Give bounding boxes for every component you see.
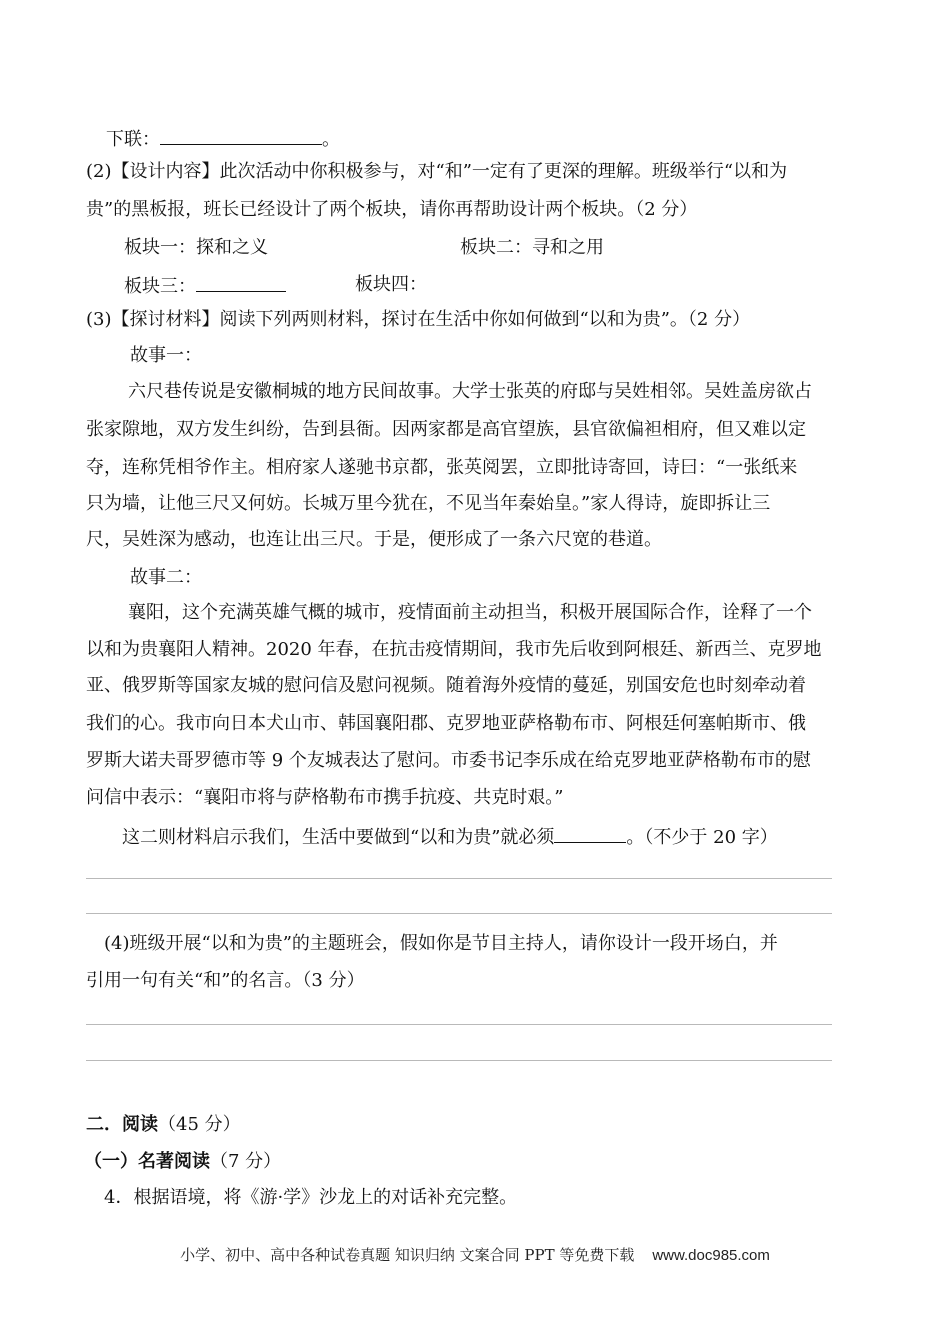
subsection-score: （7 分） [210, 1151, 282, 1172]
section-2-score: （45 分） [158, 1114, 241, 1135]
story-2-line: 我们的心。我市向日本犬山市、韩国襄阳郡、克罗地亚萨格勒布市、阿根廷何塞帕斯市、俄 [86, 713, 806, 734]
q3-intro: (3)【探讨材料】阅读下列两则材料，探讨在生活中你如何做到“以和为贵”。（2 分） [86, 309, 751, 330]
q3-conclusion-text: 这二则材料启示我们，生活中要做到“以和为贵”就必须 [122, 827, 555, 848]
block-2: 板块二：寻和之用 [460, 237, 604, 258]
story-1-line: 尺，吴姓深为感动，也连让出三尺。于是，便形成了一条六尺宽的巷道。 [86, 529, 662, 550]
story-1-line: 只为墙，让他三尺又何妨。长城万里今犹在，不见当年秦始皇。”家人得诗，旋即拆让三 [86, 493, 771, 514]
story-2-line: 以和为贵襄阳人精神。2020 年春，在抗击疫情期间，我市先后收到阿根廷、新西兰、克罗地 [86, 639, 822, 660]
block-4: 板块四： [355, 274, 427, 295]
story-1-line: 张家隙地，双方发生纠纷，告到县衙。因两家都是高官望族，县官欲偏袒相府，但又难以定 [86, 419, 806, 440]
subsection-heading [84, 1150, 874, 1176]
story-2-line: 亚、俄罗斯等国家友城的慰问信及慰问视频。随着海外疫情的蔓延，别国安危也时刻牵动着 [86, 675, 806, 696]
q3-conclusion [122, 824, 912, 850]
item-4: 4．根据语境，将《游·学》沙龙上的对话补充完整。 [104, 1187, 518, 1208]
xialian-label: 下联： [106, 129, 160, 150]
xialian-end: 。 [322, 129, 340, 150]
story-2-title: 故事二： [130, 567, 202, 588]
q2-line-1: (2)【设计内容】此次活动中你积极参与，对“和”一定有了更深的理解。班级举行“以和为 [86, 161, 788, 182]
subsection-title: （一）名著阅读 [84, 1151, 210, 1172]
answer-line[interactable] [86, 878, 832, 879]
block-1: 板块一：探和之义 [124, 237, 268, 258]
block-3-label: 板块三： [124, 276, 196, 297]
answer-line[interactable] [86, 1024, 832, 1025]
section-2-title: 二．阅读 [86, 1114, 158, 1135]
q3-conclusion-end: 。（不少于 20 字） [626, 827, 778, 848]
story-1-title: 故事一： [130, 345, 202, 366]
story-2-line: 罗斯大诺夫哥罗德市等 9 个友城表达了慰问。市委书记李乐成在给克罗地亚萨格勒布市的慰 [86, 750, 811, 771]
story-1-line: 六尺巷传说是安徽桐城的地方民间故事。大学士张英的府邸与吴姓相邻。吴姓盖房欲占 [128, 381, 812, 402]
block-3-line [124, 273, 304, 299]
q4-line-2: 引用一句有关“和”的名言。（3 分） [86, 970, 365, 991]
footer-text: 小学、初中、高中各种试卷真题 知识归纳 文案合同 PPT 等免费下载 [180, 1246, 635, 1264]
q4-line-1: (4)班级开展“以和为贵”的主题班会，假如你是节目主持人，请你设计一段开场白，并 [104, 933, 778, 954]
xialian-answer-blank[interactable] [160, 126, 322, 145]
story-2-line: 问信中表示：“襄阳市将与萨格勒布市携手抗疫、共克时艰。” [86, 787, 564, 808]
block-3-blank[interactable] [196, 273, 286, 292]
answer-line[interactable] [86, 913, 832, 914]
section-2-heading [86, 1113, 876, 1139]
q2-line-2: 贵”的黑板报，班长已经设计了两个板块，请你再帮助设计两个板块。（2 分） [86, 199, 698, 220]
story-2-line: 襄阳，这个充满英雄气概的城市，疫情面前主动担当，积极开展国际合作，诠释了一个 [128, 602, 812, 623]
xialian-line [106, 126, 896, 152]
q3-conclusion-blank[interactable] [554, 824, 626, 843]
story-1-line: 夺，连称凭相爷作主。相府家人遂驰书京都，张英阅罢，立即批诗寄回，诗曰：“一张纸来 [86, 457, 798, 478]
footer-url[interactable]: www.doc985.com [652, 1247, 770, 1264]
answer-line[interactable] [86, 1060, 832, 1061]
page-footer [0, 1244, 950, 1265]
